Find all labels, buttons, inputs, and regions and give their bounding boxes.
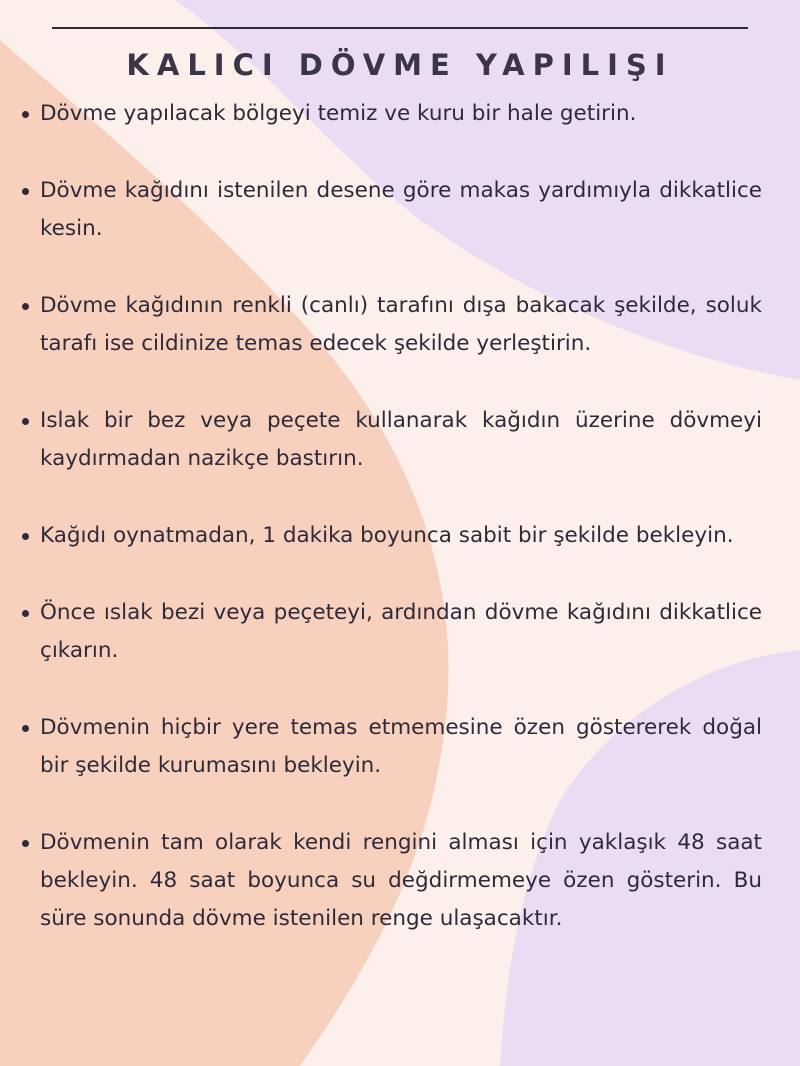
list-item bbox=[22, 824, 762, 938]
bullet-icon bbox=[22, 111, 29, 118]
bullet-icon bbox=[22, 418, 29, 425]
step-text: Dövme kağıdının renkli (canlı) tarafını dışa bakacak şekilde, soluk tarafı ise cildinize temas edecek şekilde yerleştirin. bbox=[40, 293, 762, 356]
page-title: KALICI DÖVME YAPILIŞI bbox=[126, 48, 674, 82]
step-text: Dövme yapılacak bölgeyi temiz ve kuru bir hale getirin. bbox=[40, 101, 637, 126]
list-item bbox=[22, 95, 762, 133]
step-text: Önce ıslak bezi veya peçeteyi, ardından dövme kağıdını dikkatlice çıkarın. bbox=[40, 600, 762, 663]
bullet-icon bbox=[22, 725, 29, 732]
step-text: Dövmenin hiçbir yere temas etmemesine özen göstererek doğal bir şekilde kurumasını bekleyin. bbox=[40, 715, 762, 778]
bullet-icon bbox=[22, 533, 29, 540]
steps-list bbox=[22, 95, 762, 977]
list-item bbox=[22, 402, 762, 478]
list-item bbox=[22, 287, 762, 363]
bullet-icon bbox=[22, 840, 29, 847]
bullet-icon bbox=[22, 303, 29, 310]
top-divider bbox=[52, 27, 748, 29]
step-text: Islak bir bez veya peçete kullanarak kağıdın üzerine dövmeyi kaydırmadan nazikçe bastırın. bbox=[40, 408, 762, 471]
bullet-icon bbox=[22, 188, 29, 195]
step-text: Kağıdı oynatmadan, 1 dakika boyunca sabit bir şekilde bekleyin. bbox=[40, 523, 734, 548]
bullet-icon bbox=[22, 610, 29, 617]
list-item bbox=[22, 594, 762, 670]
list-item bbox=[22, 517, 762, 555]
step-text: Dövme kağıdını istenilen desene göre makas yardımıyla dikkatlice kesin. bbox=[40, 178, 762, 241]
step-text: Dövmenin tam olarak kendi rengini alması için yaklaşık 48 saat bekleyin. 48 saat boyunca su değdirmemeye özen gösterin. Bu süre sonunda dövme istenilen renge ulaşacaktır. bbox=[40, 830, 762, 931]
list-item bbox=[22, 172, 762, 248]
list-item bbox=[22, 709, 762, 785]
